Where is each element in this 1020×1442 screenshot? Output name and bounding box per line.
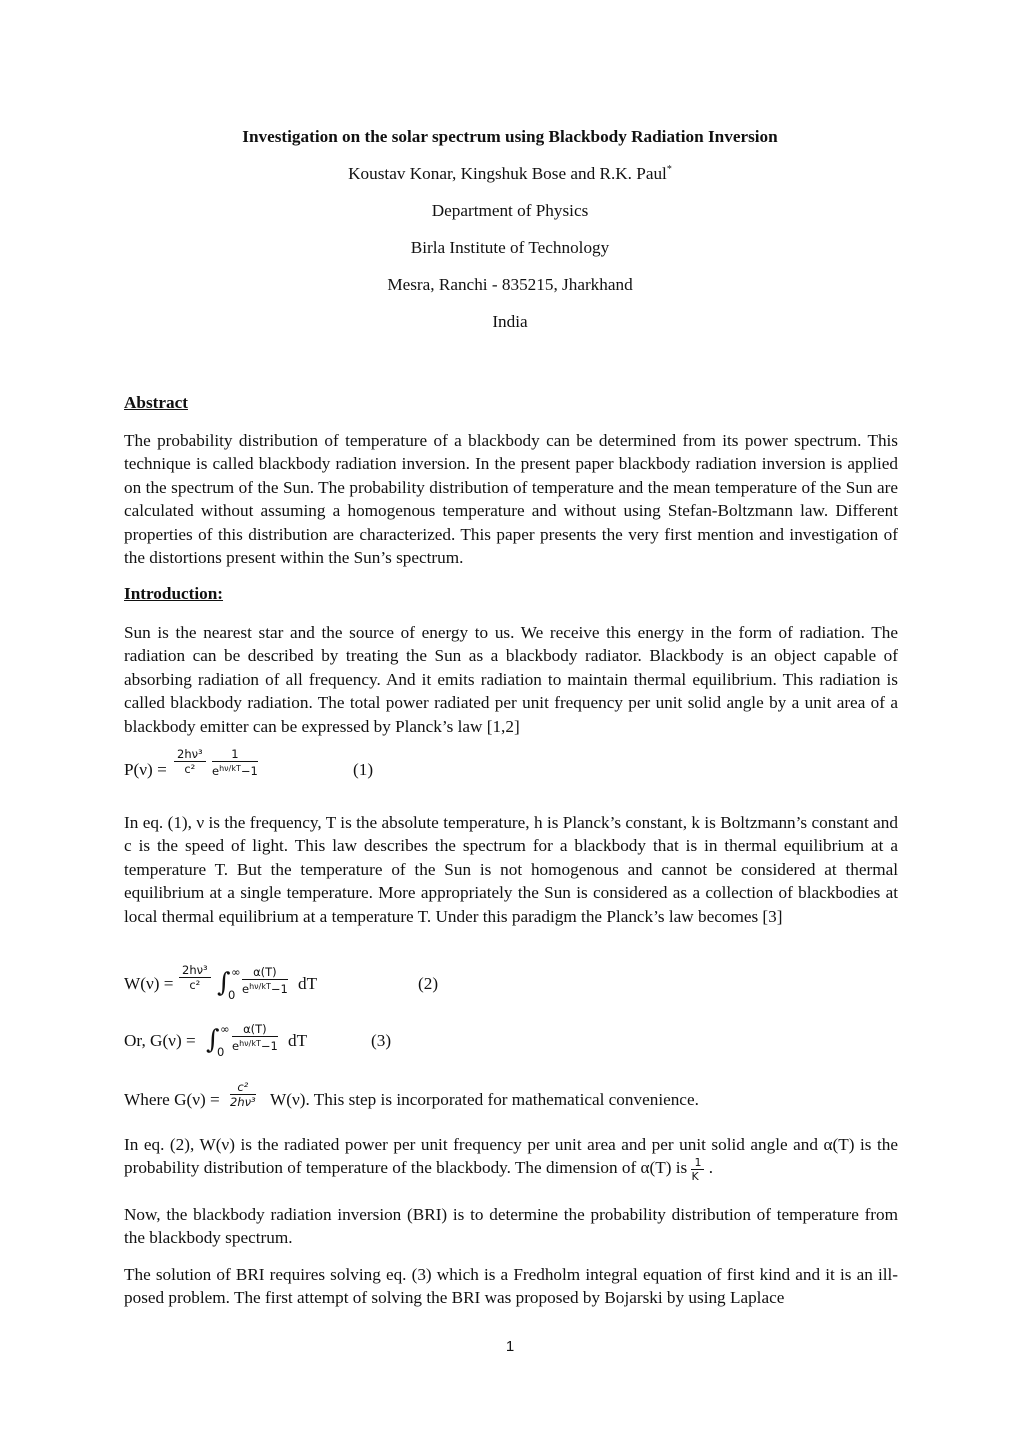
eq1-fraction-1: $\frac{\text{2hν³}}{\text{c²}}$ — [174, 748, 206, 775]
intro-paragraph-5: The solution of BRI requires solving eq. (3) which is a Fredholm integral equation of first kind and it is an ill-posed problem. The first attempt of solving the BRI was proposed by Bojarski by using Laplace — [124, 1265, 898, 1308]
corresponding-author-mark: * — [666, 164, 672, 175]
equation-2 — [124, 962, 544, 1022]
eq2-lhs: W(ν) = — [124, 974, 174, 993]
eq2-differential: dT — [298, 974, 318, 993]
eq2-integral-sign: ∫ — [217, 968, 231, 998]
author-line — [0, 164, 1020, 184]
abstract-text: The probability distribution of temperature of a blackbody can be determined from its power spectrum. This technique is called blackbody radiation inversion. In the present paper blackbody radiation inversion is applied on the spectrum of the Sun. The probability distribution of temperature and the mean temperature of the Sun are calculated without assuming a homogenous temperature and without using Stefan-Boltzmann law. Different properties of this distribution are characterized. This paper presents the very first mention and investigation of the distortions present within the Sun’s spectrum. — [124, 431, 898, 568]
intro-paragraph-3: In eq. (2), W(ν) is the radiated power per unit frequency per unit area and per unit solid angle and α(T) is the probability distribution of temperature of the blackbody. The dimension of α(T) is $\frac{1}{K}$ . — [124, 1135, 898, 1184]
eq3-number: (3) — [371, 1031, 392, 1050]
eq2-fraction-2: α(T) $e^{h\nu/kT}-1$ — [242, 965, 288, 996]
eq3-lower-limit: 0 — [217, 1045, 225, 1059]
gdef-suffix: W(ν). This step is incorporated for mathematical convenience. — [270, 1090, 699, 1109]
eq3-differential: dT — [288, 1031, 308, 1050]
eq3-lhs: Or, G(ν) = — [124, 1031, 196, 1050]
affiliation-institute: Birla Institute of Technology — [410, 238, 610, 257]
gdef-prefix: Where G(ν) = — [124, 1090, 220, 1109]
eq3-fraction: α(T) $e^{h\nu/kT}-1$ — [232, 1022, 278, 1053]
eq1-lhs: P(ν) = — [124, 760, 167, 779]
paper-title: Investigation on the solar spectrum using Blackbody Radiation Inversion — [242, 127, 778, 146]
eq2-upper-limit: ∞ — [231, 965, 241, 979]
gdef-line — [124, 1078, 898, 1138]
equation-1 — [124, 748, 524, 808]
intro-paragraph-4: Now, the blackbody radiation inversion (BRI) is to determine the probability distribution of temperature from the blackbody spectrum. — [124, 1205, 898, 1248]
page-number: 1 — [505, 1338, 515, 1355]
eq2-lower-limit: 0 — [228, 988, 236, 1002]
equation-3 — [124, 1019, 544, 1079]
gdef-fraction: $\frac{\text{c²}}{\text{2hν³}}$ — [230, 1080, 256, 1109]
eq3-upper-limit: ∞ — [220, 1022, 230, 1036]
introduction-heading: Introduction: — [124, 584, 224, 603]
intro-paragraph-2: In eq. (1), ν is the frequency, T is the absolute temperature, h is Planck’s constant, k is Boltzmann’s constant and c is the speed of light. This law describes the spectrum for a blackbody that is in thermal equilibrium at a temperature T. But the temperature of the Sun is not homogenous and cannot be considered at thermal equilibrium at a single temperature. More appropriately the Sun is considered as a collection of blackbodies at local thermal equilibrium at a temperature T. Under this paradigm the Planck’s law becomes [3] — [124, 813, 898, 926]
affiliation-address: Mesra, Ranchi - 835215, Jharkhand — [387, 275, 633, 294]
eq3-integral-sign: ∫ — [206, 1025, 220, 1055]
eq1-number: (1) — [353, 760, 374, 779]
intro-paragraph-1: Sun is the nearest star and the source of energy to us. We receive this energy in the form of radiation. The radiation can be described by treating the Sun as a blackbody radiator. Blackbody is an object capable of absorbing radiation of all frequency. And it emits radiation to maintain thermal equilibrium. This radiation is called blackbody radiation. The total power radiated per unit frequency per unit solid angle by a unit area of a blackbody emitter can be expressed by Planck’s law [1,2] — [124, 623, 898, 736]
affiliation-country: India — [492, 312, 528, 331]
eq2-fraction-1: $\frac{\text{2hν³}}{\text{c²}}$ — [179, 964, 211, 991]
eq1-fraction-2: 1 $e^{h\nu/kT}-1$ — [212, 747, 258, 778]
authors: Koustav Konar, Kingshuk Bose and R.K. Paul — [348, 164, 667, 183]
unit-fraction: $\frac{1}{K}$ — [691, 1157, 704, 1182]
abstract-heading: Abstract — [124, 393, 188, 412]
affiliation-department: Department of Physics — [431, 201, 589, 220]
eq2-number: (2) — [418, 974, 439, 993]
